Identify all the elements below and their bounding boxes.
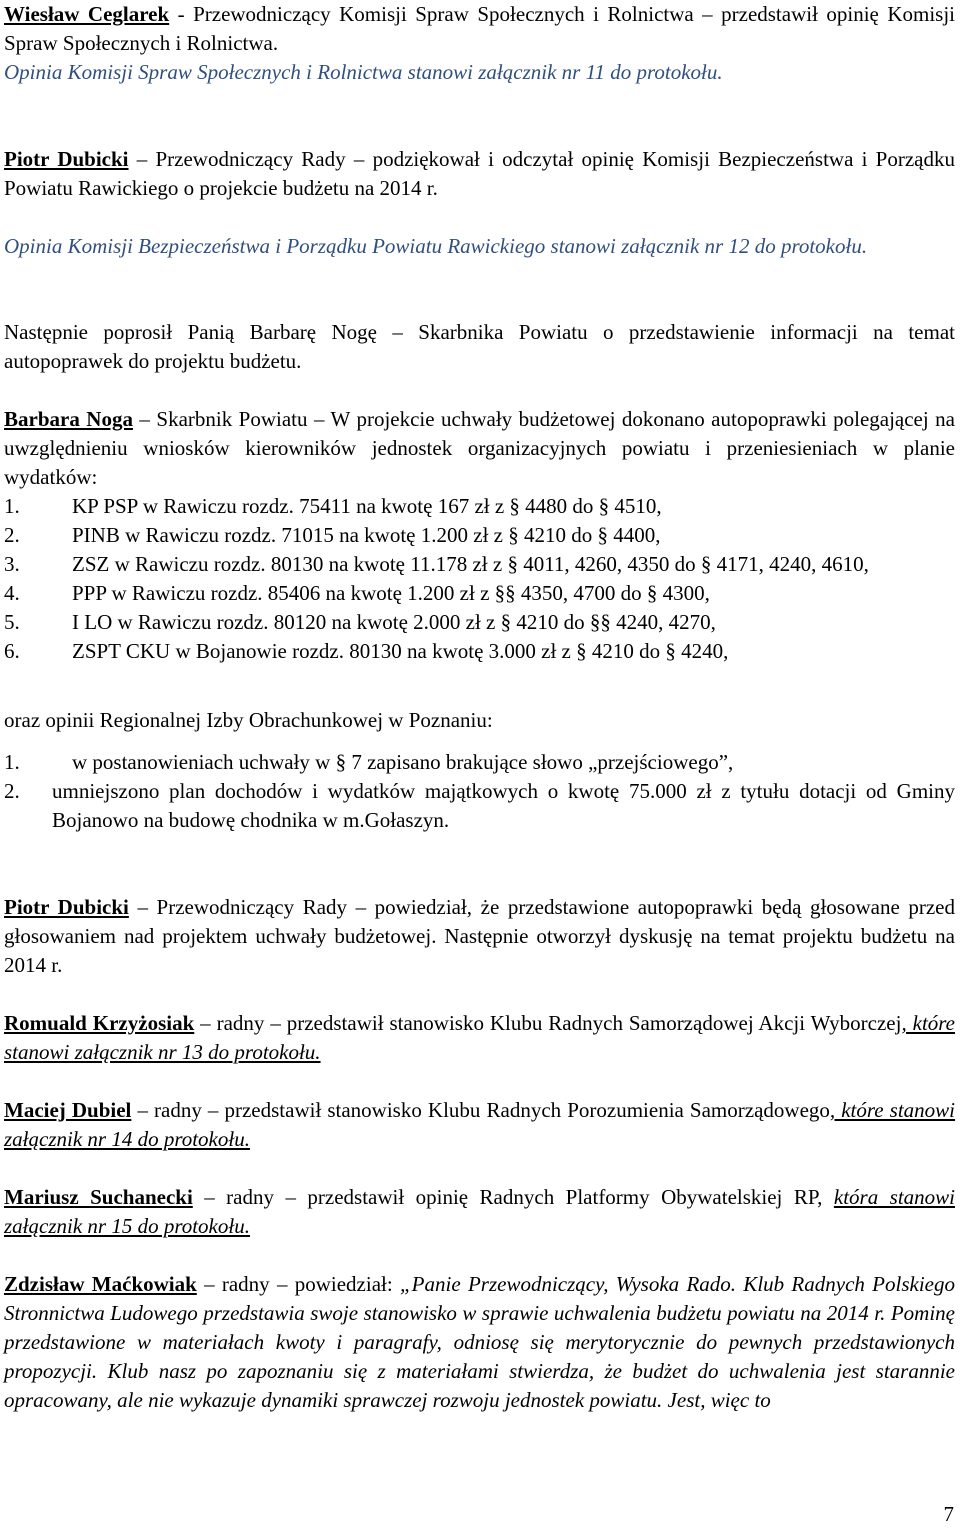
paragraph-text: – radny – powiedział:	[196, 1272, 400, 1296]
speaker-name: Piotr Dubicki	[4, 147, 129, 171]
list-item: 1. w postanowieniach uchwały w § 7 zapisano brakujące słowo „przejściowego”,	[4, 750, 734, 774]
speaker-name: Piotr Dubicki	[4, 895, 129, 919]
list-item: 4. PPP w Rawiczu rozdz. 85406 na kwotę 1.200 zł z §§ 4350, 4700 do § 4300,	[4, 581, 710, 605]
speaker-name: Romuald Krzyżosiak	[4, 1011, 195, 1035]
speaker-name: Wiesław Ceglarek	[4, 2, 170, 26]
paragraph-dubiel	[4, 1096, 955, 1154]
paragraph-ceglarek	[4, 0, 955, 58]
paragraph-mackowiak	[4, 1270, 955, 1415]
list-item: 2. umniejszono plan dochodów i wydatków majątkowych o kwotę 75.000 zł z tytułu dotacji od Gminy Bojanowo na budowę chodnika w m.Gołaszyn.	[4, 779, 955, 832]
paragraph-text: - Przewodniczący Komisji Spraw Społecznych i Rolnictwa – przedstawił opinię Komisji Spraw Społecznych i Rolnictwa.	[4, 2, 955, 55]
list-item: 3. ZSZ w Rawiczu rozdz. 80130 na kwotę 11.178 zł z § 4011, 4260, 4350 do § 4171, 4240, 4610,	[4, 552, 869, 576]
paragraph-text: – Przewodniczący Rady – powiedział, że przedstawione autopoprawki będą głosowane przed głosowaniem nad projektem uchwały budżetowej. Następnie otworzył dyskusję na temat projektu budżetu na 2014 r.	[4, 895, 955, 977]
quoted-statement: „Panie Przewodniczący, Wysoka Rado. Klub Radnych Polskiego Stronnictwa Ludowego przedstawia swoje stanowisko w sprawie uchwalenia budżetu powiatu na 2014 r. Pominę przedstawione w materiałach kwoty i paragrafy, odniosę się merytorycznie do pewnych przedstawionych propozycji. Klub nasz po zapoznaniu się z materiałami stwierdza, że budżet do uchwalenia jest starannie opracowany, ale nie wykazuje dynamiki sprawczej rozwoju jednostek powiatu. Jest, więc to	[4, 1272, 955, 1412]
paragraph-request: Następnie poprosił Panią Barbarę Nogę – Skarbnika Powiatu o przedstawienie informacji na temat autopoprawek do projektu budżetu.	[4, 320, 955, 373]
paragraph-text: – radny – przedstawił stanowisko Klubu Radnych Samorządowej Akcji Wyborczej	[194, 1011, 902, 1035]
paragraph-text: – radny – przedstawił stanowisko Klubu Radnych Porozumienia Samorządowego	[131, 1098, 830, 1122]
rio-opinion-list	[4, 748, 955, 835]
annex-note-11: Opinia Komisji Spraw Społecznych i Rolnictwa stanowi załącznik nr 11 do protokołu.	[4, 60, 723, 84]
amendments-list	[4, 492, 955, 666]
speaker-name: Mariusz Suchanecki	[4, 1185, 193, 1209]
list-item: 2. PINB w Rawiczu rozdz. 71015 na kwotę 1.200 zł z § 4210 do § 4400,	[4, 523, 661, 547]
paragraph-dubicki-1	[4, 145, 955, 203]
annex-reference: , które stanowi załącznik nr 14 do protokołu.	[4, 1098, 956, 1151]
paragraph-text: – Przewodniczący Rady – podziękował i odczytał opinię Komisji Bezpieczeństwa i Porządku Powiatu Rawickiego o projekcie budżetu na 2014 r.	[4, 147, 955, 200]
list-item: 6. ZSPT CKU w Bojanowie rozdz. 80130 na kwotę 3.000 zł z § 4210 do § 4240,	[4, 639, 729, 663]
speaker-name: Maciej Dubiel	[4, 1098, 132, 1122]
paragraph-suchanecki	[4, 1183, 955, 1241]
paragraph-dubicki-2	[4, 893, 955, 980]
paragraph-rio: oraz opinii Regionalnej Izby Obrachunkowej w Poznaniu:	[4, 708, 493, 732]
annex-note-12: Opinia Komisji Bezpieczeństwa i Porządku Powiatu Rawickiego stanowi załącznik nr 12 do protokołu.	[4, 234, 868, 258]
speaker-name: Barbara Noga	[4, 407, 133, 431]
paragraph-text: – Skarbnik Powiatu – W projekcie uchwały budżetowej dokonano autopoprawki polegającej na uwzględnieniu wniosków kierowników jednostek organizacyjnych powiatu i przeniesieniach w planie wydatków:	[4, 407, 955, 489]
list-item: 1. KP PSP w Rawiczu rozdz. 75411 na kwotę 167 zł z § 4480 do § 4510,	[4, 494, 662, 518]
annex-reference: , które stanowi załącznik nr 13 do protokołu.	[4, 1011, 955, 1064]
speaker-name: Zdzisław Maćkowiak	[4, 1272, 197, 1296]
annex-reference: która stanowi załącznik nr 15 do protokołu.	[4, 1185, 955, 1238]
list-item: 5. I LO w Rawiczu rozdz. 80120 na kwotę 2.000 zł z § 4210 do §§ 4240, 4270,	[4, 610, 716, 634]
paragraph-krzyzosiak	[4, 1009, 955, 1067]
paragraph-noga	[4, 405, 955, 492]
paragraph-text: – radny – przedstawił opinię Radnych Platformy Obywatelskiej RP,	[192, 1185, 834, 1209]
page-number: 7	[943, 1502, 954, 1526]
